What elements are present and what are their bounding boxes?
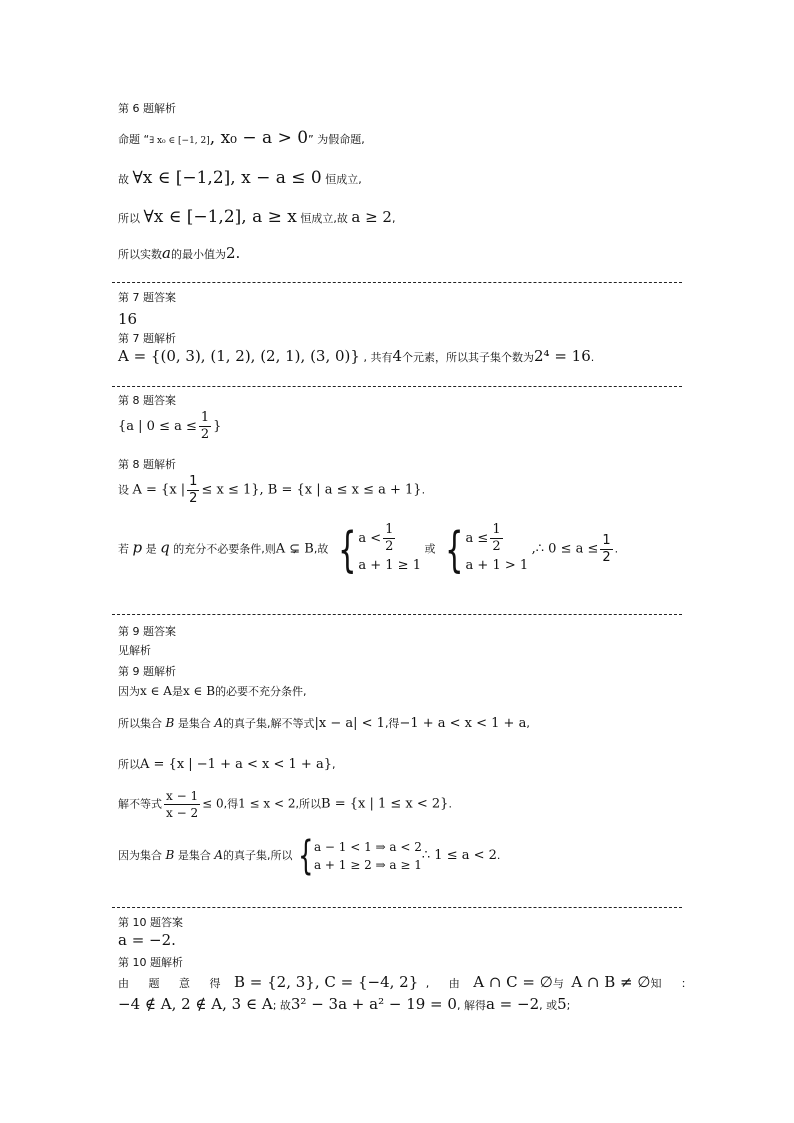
q8-concl-den: 2 xyxy=(602,550,611,565)
q8-concl-num: 1 xyxy=(602,533,611,548)
q9-l3-pre: 所以 xyxy=(118,758,140,771)
q8-line2 xyxy=(118,522,618,577)
q9-line5 xyxy=(118,833,501,879)
q6-line3 xyxy=(118,207,395,227)
q10-line2 xyxy=(118,995,570,1013)
q8-s1-row1 xyxy=(358,522,421,555)
q6-l1-math-big: , x₀ − a > 0 xyxy=(209,128,309,148)
q8-ans-pre: {a | 0 ≤ a ≤ xyxy=(118,419,197,434)
q8-l1-math-a: A = {x | xyxy=(132,482,186,498)
q8-s1-row2: a + 1 ≥ 1 xyxy=(358,558,421,573)
q6-l1-qclose: ” xyxy=(308,133,314,146)
q6-l3-math: ∀x ∈ [−1,2], a ≥ x xyxy=(143,207,297,227)
q9-l3-end: , xyxy=(331,758,336,771)
q8-l1-den: 2 xyxy=(189,491,198,506)
q10-l1-t4: 知 ： xyxy=(650,977,698,990)
q9-line2 xyxy=(118,715,530,731)
q6-l1-post: 为假命题, xyxy=(317,133,365,146)
q9-l2-end: , xyxy=(526,717,530,730)
q9-l1-pre: 因为 xyxy=(118,685,140,698)
q10-l1-m2: A ∩ C = ∅ xyxy=(473,973,553,991)
q7-answer: 16 xyxy=(118,310,138,328)
q9-line4 xyxy=(118,788,452,821)
q7-solution-heading: 第 7 题解析 xyxy=(118,332,176,345)
q9-l1-m1: x ∈ A xyxy=(140,684,172,698)
q8-s2-row1 xyxy=(466,522,529,555)
q8-l1-num: 1 xyxy=(189,474,198,489)
q8-l2-pre: 若 xyxy=(118,542,129,556)
q10-solution-heading: 第 10 题解析 xyxy=(118,956,183,969)
q8-answer-heading: 第 8 题答案 xyxy=(118,394,176,407)
q8-s1-r1-pre: a < xyxy=(358,530,382,546)
q9-l4-end: . xyxy=(448,797,452,811)
q9-line1 xyxy=(118,683,307,699)
divider-4 xyxy=(112,907,682,908)
q10-l2-m2: 3² − 3a + a² − 19 = 0 xyxy=(290,995,457,1013)
q10-l1-m3: A ∩ B ≠ ∅ xyxy=(571,973,651,991)
q6-l1-pre: 命题 xyxy=(118,133,140,146)
q8-l2-q: q xyxy=(160,538,170,557)
q10-answer xyxy=(118,931,176,949)
q8-l2-t1: 是 xyxy=(145,542,157,556)
q9-l1-t2: 的必要不充分条件, xyxy=(215,685,307,698)
q10-ans-end: . xyxy=(171,931,176,949)
q9-l5-A: A xyxy=(214,848,223,862)
q10-l2-t1: ; 故 xyxy=(272,999,291,1012)
q10-l2-m1: −4 ∉ A, 2 ∉ A, 3 ∈ A xyxy=(118,995,273,1013)
q9-l2-pre: 所以集合 xyxy=(118,717,162,730)
q10-answer-heading: 第 10 题答案 xyxy=(118,916,183,929)
q8-l2-p: p xyxy=(132,538,143,557)
q10-ans: a = −2 xyxy=(118,931,172,949)
q7-line1 xyxy=(118,347,594,365)
q8-concl-frac xyxy=(600,533,612,566)
q7-l1-t2: 个元素，所以其子集个数为 xyxy=(402,351,534,364)
q8-concl-pre: ,∴ 0 ≤ a ≤ xyxy=(531,541,599,557)
q6-l2-post: 恒成立, xyxy=(325,173,362,186)
q8-l2-t2: 的充分不必要条件,则 xyxy=(173,542,276,556)
q9-l2-B: B xyxy=(165,716,175,730)
q9-l4-m3: B = {x | 1 ≤ x < 2} xyxy=(321,796,449,812)
q10-l2-t4: ; xyxy=(566,999,571,1012)
q9-l4-t1: ,得 xyxy=(223,797,239,811)
q8-s1-den: 2 xyxy=(385,539,394,554)
q9-l4-m1: ≤ 0 xyxy=(202,796,224,811)
q8-system-1 xyxy=(358,522,421,577)
q9-l4-num: x − 1 xyxy=(166,789,199,803)
q9-l5-t1: 是集合 xyxy=(177,849,211,862)
q7-l1-math2: 2⁴ = 16 xyxy=(534,347,591,365)
q9-brace: { xyxy=(297,833,313,879)
q8-or: 或 xyxy=(424,542,436,556)
q8-l2-rel: A ⊊ B xyxy=(275,541,314,557)
q8-s1-frac xyxy=(383,522,395,555)
q9-l2-m1: |x − a| < 1 xyxy=(314,716,385,731)
q8-line1 xyxy=(118,474,425,507)
q9-l1-m2: x ∈ B xyxy=(182,684,216,698)
divider-2 xyxy=(112,386,682,387)
q9-system xyxy=(314,838,422,874)
q6-l3-post: , xyxy=(391,212,396,225)
q9-l4-den: x − 2 xyxy=(166,806,199,820)
q9-l4-pre: 解不等式 xyxy=(118,797,162,811)
q10-l2-m4: 5 xyxy=(557,995,567,1013)
q8-system-2 xyxy=(466,522,529,577)
q9-l2-t1: 是集合 xyxy=(177,717,211,730)
q9-concl-end: . xyxy=(496,849,501,862)
q8-l2-t3: ,故 xyxy=(313,542,329,556)
q8-l1-math-b: ≤ x ≤ 1}, B = {x | a ≤ x ≤ a + 1} xyxy=(201,482,422,498)
q6-l3-pre: 所以 xyxy=(118,212,140,225)
q10-l1-t2: , 由 xyxy=(425,977,466,990)
q6-l4-val: 2. xyxy=(225,244,241,262)
q8-brace-1: { xyxy=(337,521,357,578)
q8-s2-r1-pre: a ≤ xyxy=(465,530,489,546)
q8-s2-frac xyxy=(490,522,502,555)
q8-ans-den: 2 xyxy=(200,427,210,442)
q8-solution-heading: 第 8 题解析 xyxy=(118,458,176,471)
q10-l2-t2: , 解得 xyxy=(456,999,486,1012)
q6-l1-math-small: ∃ x₀ ∈ [−1, 2] xyxy=(149,136,210,146)
q7-answer-heading: 第 7 题答案 xyxy=(118,291,176,304)
q7-l1-t1: , 共有 xyxy=(363,351,393,364)
q7-l1-n: 4 xyxy=(392,347,402,365)
q9-concl: ∴ 1 ≤ a < 2 xyxy=(421,848,497,863)
q6-l4-pre: 所以实数 xyxy=(118,248,162,261)
q9-l2-t3: ,得 xyxy=(384,717,400,730)
q9-s-row2: a + 1 ≥ 2 ⇒ a ≥ 1 xyxy=(313,858,422,872)
q6-line4 xyxy=(118,244,240,262)
q8-s2-row2: a + 1 > 1 xyxy=(465,558,529,573)
q9-answer-heading: 第 9 题答案 xyxy=(118,625,176,638)
q8-l1-frac xyxy=(187,474,199,507)
q7-l1-math: A = {(0, 3), (1, 2), (2, 1), (3, 0)} xyxy=(118,347,360,365)
q8-answer xyxy=(118,410,221,443)
q9-l4-t2: ,所以 xyxy=(295,797,322,811)
q10-l2-t3: , 或 xyxy=(539,999,558,1012)
q10-l2-m3: a = −2 xyxy=(485,995,540,1013)
q9-l2-m2: −1 + a < x < 1 + a xyxy=(399,716,527,731)
q8-l1-end: . xyxy=(421,483,426,497)
q8-ans-post: } xyxy=(213,419,222,434)
q9-l4-frac xyxy=(164,788,200,821)
divider-3 xyxy=(112,614,682,615)
q6-heading: 第 6 题解析 xyxy=(118,102,176,115)
q9-solution-heading: 第 9 题解析 xyxy=(118,665,176,678)
q8-concl-end: . xyxy=(614,542,619,556)
q6-l3-mid: 恒成立,故 xyxy=(300,212,348,225)
q6-l2-math: ∀x ∈ [−1,2], x − a ≤ 0 xyxy=(132,168,322,188)
q10-l1-m1: B = {2, 3}, C = {−4, 2} xyxy=(234,973,419,991)
q6-line1 xyxy=(118,128,365,148)
q9-l4-m2: 1 ≤ x < 2 xyxy=(238,796,296,811)
q10-l1-t3: 与 xyxy=(552,977,564,990)
q8-s1-num: 1 xyxy=(385,522,394,537)
q9-l5-B: B xyxy=(165,848,175,862)
q8-ans-frac xyxy=(199,410,211,443)
q9-l5-pre: 因为集合 xyxy=(118,849,162,862)
q6-l1-qopen: “ xyxy=(143,133,150,146)
q8-l1-pre: 设 xyxy=(118,483,129,497)
q9-l5-t2: 的真子集,所以 xyxy=(223,849,293,862)
q9-l2-t2: 的真子集,解不等式 xyxy=(223,717,315,730)
q10-l1-t1: 由 题 意 得 xyxy=(118,977,227,990)
q6-l3-math2: a ≥ 2 xyxy=(351,208,392,226)
q10-line1 xyxy=(118,973,698,991)
q6-l4-mid: 的最小值为 xyxy=(170,248,226,261)
q9-l3-math: A = {x | −1 + a < x < 1 + a} xyxy=(140,757,332,772)
q8-ans-num: 1 xyxy=(200,410,210,425)
q8-brace-2: { xyxy=(445,521,464,578)
q6-l4-var: a xyxy=(162,244,171,262)
q8-s2-num: 1 xyxy=(492,522,501,537)
q8-s2-den: 2 xyxy=(492,539,501,554)
q6-l2-pre: 故 xyxy=(118,173,129,186)
q7-l1-end: . xyxy=(590,351,595,364)
q9-line3 xyxy=(118,756,335,772)
q9-l2-A: A xyxy=(214,716,223,730)
q9-l1-t1: 是 xyxy=(171,685,183,698)
q6-line2 xyxy=(118,168,362,188)
q9-s-row1: a − 1 < 1 ⇒ a < 2 xyxy=(313,840,422,854)
divider-1 xyxy=(112,282,682,283)
q9-answer: 见解析 xyxy=(118,644,151,657)
